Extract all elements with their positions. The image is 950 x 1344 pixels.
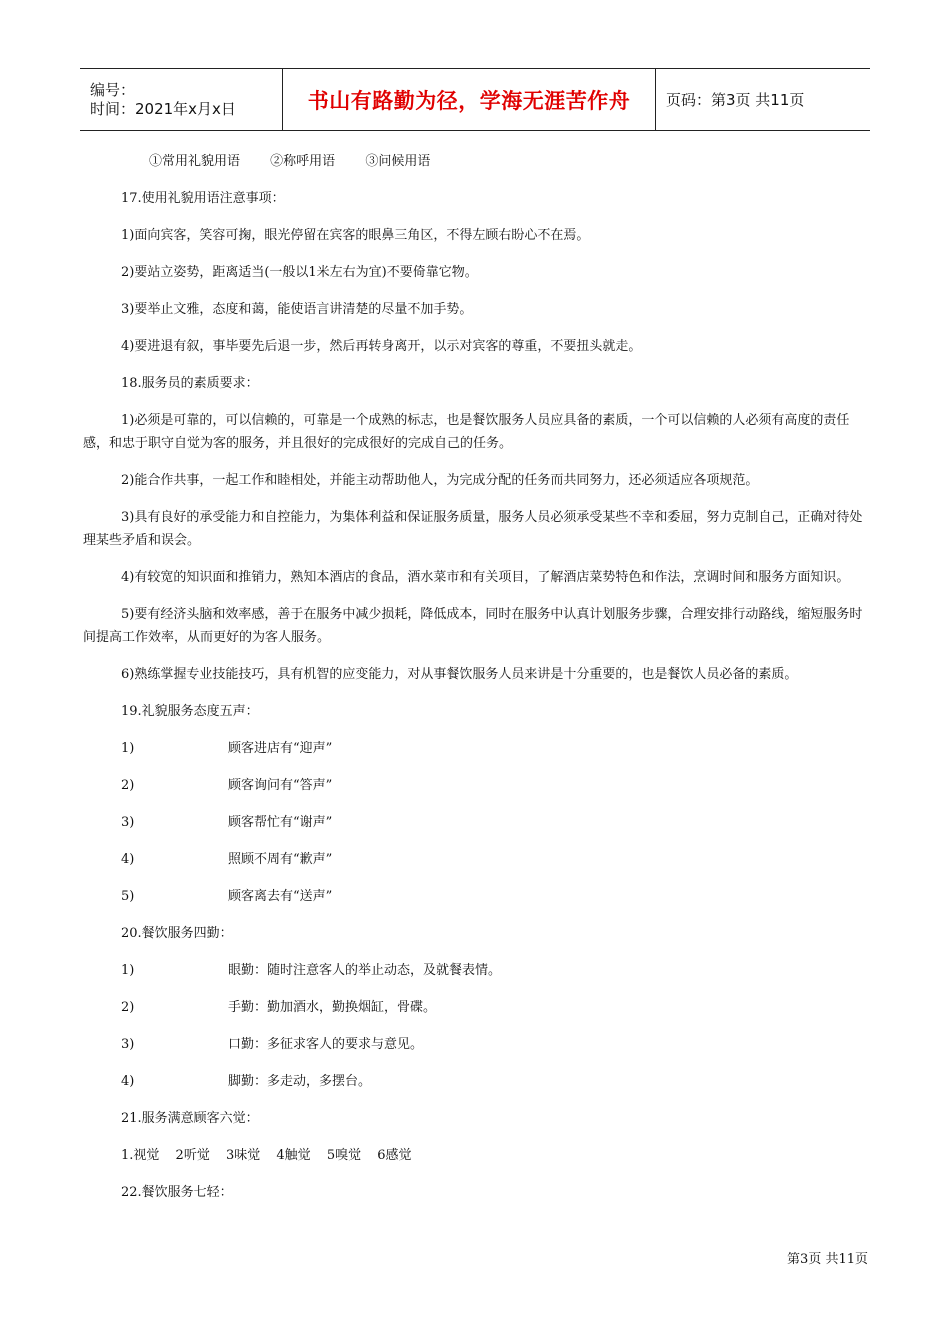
list-text: 手勤：勤加酒水，勤换烟缸，骨碟。 bbox=[228, 1000, 437, 1015]
list-item bbox=[83, 848, 870, 871]
paragraph: 2)能合作共事，一起工作和睦相处，并能主动帮助他人，为完成分配的任务而共同努力，还必须适应各项规范。 bbox=[121, 473, 759, 488]
list-item bbox=[83, 1033, 870, 1056]
list-text: 顾客进店有“迎声” bbox=[228, 741, 333, 756]
sense-item: 2听觉 bbox=[175, 1148, 210, 1163]
list-number: 1) bbox=[121, 741, 135, 756]
paragraph: 1)必须是可靠的，可以信赖的，可靠是一个成熟的标志，也是餐饮服务人员应具备的素质，一个可以信赖的人必须有高度的责任感，和忠于职守自觉为客的服务，并且很好的完成很好的完成自己的任务。 bbox=[83, 413, 850, 451]
section-heading: 21.服务满意顾客六觉： bbox=[121, 1111, 259, 1126]
list-number: 3) bbox=[121, 815, 135, 830]
paragraph: 3)具有良好的承受能力和自控能力，为集体利益和保证服务质量，服务人员必须承受某些不幸和委屈，努力克制自己，正确对待处理某些矛盾和误会。 bbox=[83, 510, 863, 548]
sense-item: 6感觉 bbox=[377, 1148, 412, 1163]
paragraph: 1)面向宾客，笑容可掬，眼光停留在宾客的眼鼻三角区，不得左顾右盼心不在焉。 bbox=[121, 228, 590, 243]
list-number: 5) bbox=[121, 889, 135, 904]
option-item: ③问候用语 bbox=[365, 154, 431, 169]
section-heading: 17.使用礼貌用语注意事项： bbox=[121, 191, 285, 206]
paragraph: 4)要进退有叙，事毕要先后退一步，然后再转身离开，以示对宾客的尊重，不要扭头就走。 bbox=[121, 339, 642, 354]
paragraph: 2)要站立姿势，距离适当(一般以1米左右为宜)不要倚靠它物。 bbox=[121, 265, 478, 280]
list-item bbox=[83, 959, 870, 982]
header-page-number: 页码：第3页 共11页 bbox=[666, 91, 805, 109]
sense-item: 4触觉 bbox=[276, 1148, 311, 1163]
header-motto-cell bbox=[282, 69, 656, 130]
paragraph: 4)有较宽的知识面和推销力，熟知本酒店的食品，酒水菜市和有关项目，了解酒店菜势特色和作法，烹调时间和服务方面知识。 bbox=[121, 570, 850, 585]
document-number-label: 编号： bbox=[90, 80, 136, 99]
list-text: 脚勤：多走动，多摆台。 bbox=[228, 1074, 372, 1089]
list-text: 口勤：多征求客人的要求与意见。 bbox=[228, 1037, 424, 1052]
list-number: 4) bbox=[121, 852, 135, 867]
list-text: 照顾不周有“歉声” bbox=[228, 852, 333, 867]
list-text: 顾客帮忙有“谢声” bbox=[228, 815, 333, 830]
phrase-options bbox=[83, 150, 870, 173]
list-number: 4) bbox=[121, 1074, 135, 1089]
section-heading: 20.餐饮服务四勤： bbox=[121, 926, 233, 941]
list-number: 1) bbox=[121, 963, 135, 978]
sense-item: 3味觉 bbox=[225, 1148, 261, 1163]
list-number: 3) bbox=[121, 1037, 135, 1052]
list-item bbox=[83, 737, 870, 760]
list-item bbox=[83, 1070, 870, 1093]
list-item bbox=[83, 885, 870, 908]
option-item: ②称呼用语 bbox=[270, 154, 336, 169]
list-text: 眼勤：随时注意客人的举止动态，及就餐表情。 bbox=[228, 963, 502, 978]
list-item bbox=[83, 996, 870, 1019]
paragraph: 5)要有经济头脑和效率感，善于在服务中减少损耗，降低成本，同时在服务中认真计划服务步骤，合理安排行动路线，缩短服务时间提高工作效率，从而更好的为客人服务。 bbox=[83, 607, 863, 645]
page-footer: 第3页 共11页 bbox=[787, 1252, 868, 1267]
list-item bbox=[83, 811, 870, 834]
section-heading: 18.服务员的素质要求： bbox=[121, 376, 259, 391]
list-number: 2) bbox=[121, 1000, 135, 1015]
list-item bbox=[83, 774, 870, 797]
document-body bbox=[83, 150, 870, 1218]
document-date: 时间：2021年x月x日 bbox=[90, 99, 236, 118]
page-header bbox=[80, 68, 870, 131]
option-item: ①常用礼貌用语 bbox=[149, 154, 241, 169]
sense-item: 5嗅觉 bbox=[326, 1148, 362, 1163]
header-page-info bbox=[656, 69, 870, 130]
header-motto: 书山有路勤为径，学海无涯苦作舟 bbox=[307, 88, 631, 113]
header-meta bbox=[80, 69, 282, 130]
paragraph: 3)要举止文雅，态度和蔼，能使语言讲清楚的尽量不加手势。 bbox=[121, 302, 473, 317]
section-heading: 19.礼貌服务态度五声： bbox=[121, 704, 259, 719]
sense-item: 1.视觉 bbox=[121, 1148, 160, 1163]
list-text: 顾客询问有“答声” bbox=[228, 778, 333, 793]
list-number: 2) bbox=[121, 778, 135, 793]
senses-list bbox=[83, 1144, 870, 1167]
list-text: 顾客离去有“送声” bbox=[228, 889, 333, 904]
paragraph: 6)熟练掌握专业技能技巧，具有机智的应变能力，对从事餐饮服务人员来讲是十分重要的，也是餐饮人员必备的素质。 bbox=[121, 667, 798, 682]
section-heading: 22.餐饮服务七轻： bbox=[121, 1185, 233, 1200]
